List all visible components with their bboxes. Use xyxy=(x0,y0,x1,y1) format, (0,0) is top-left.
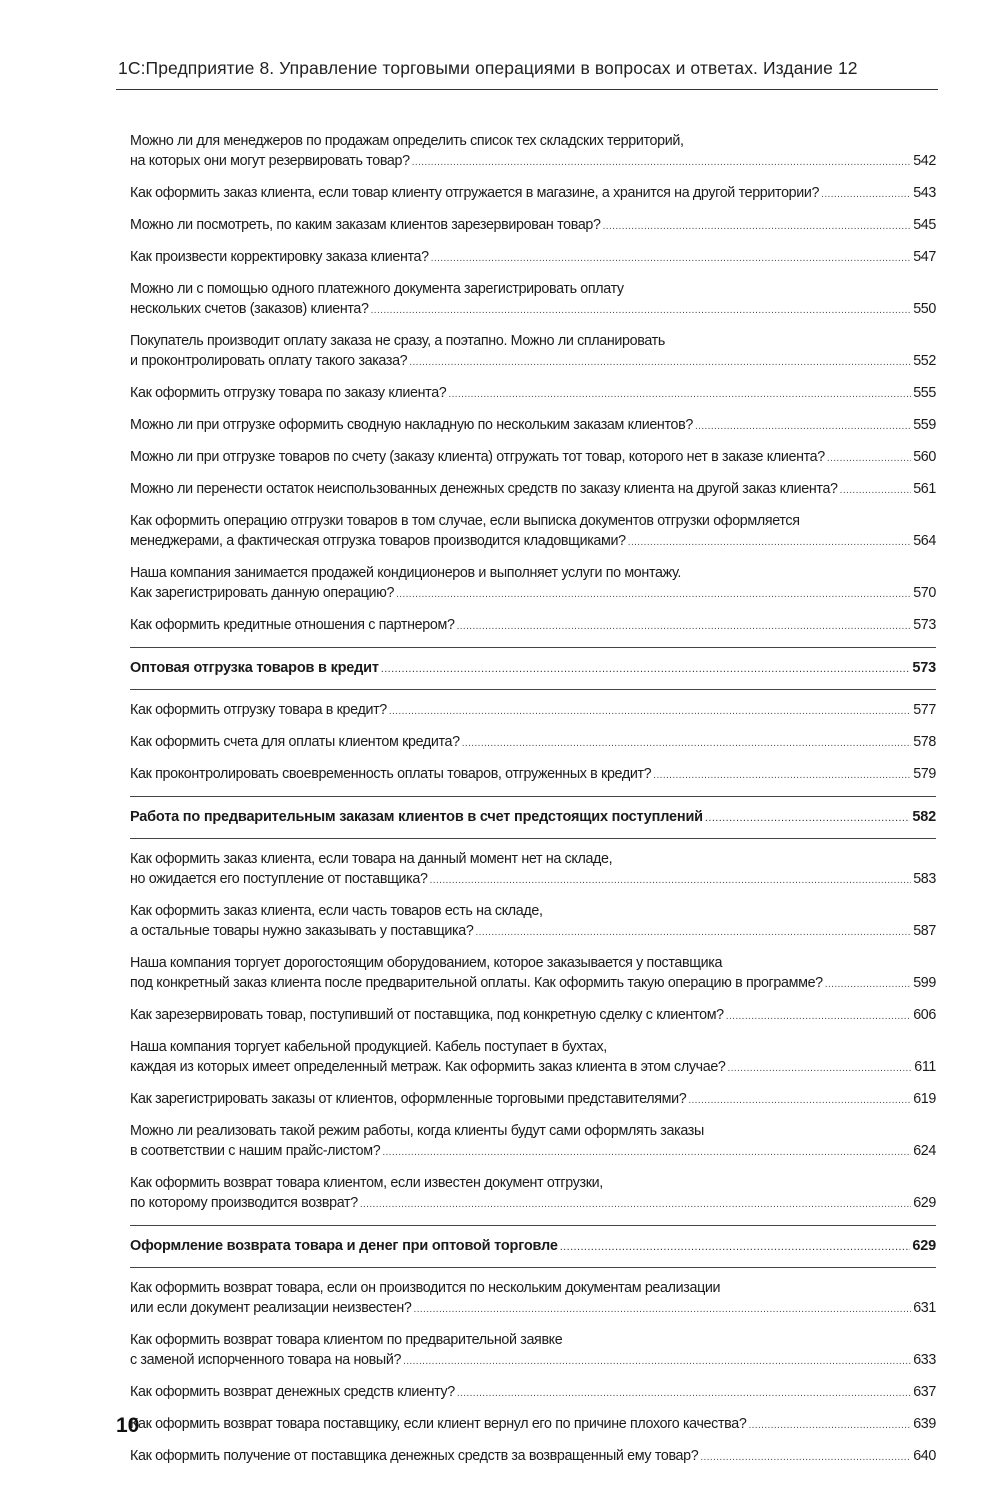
toc-page-number: 640 xyxy=(913,1448,936,1464)
dot-leader xyxy=(430,871,912,891)
toc-entry[interactable] xyxy=(130,447,936,469)
toc-entry[interactable] xyxy=(130,1414,936,1436)
toc-entry-row xyxy=(130,351,936,373)
toc-entry-row xyxy=(130,183,936,205)
toc-page-number: 599 xyxy=(913,975,936,991)
toc-page-number: 555 xyxy=(913,385,936,401)
toc-entry-text: под конкретный заказ клиента после предварительной оплаты. Как оформить такую операцию в программе? xyxy=(130,975,823,991)
toc-entry-row xyxy=(130,151,936,173)
toc-entry[interactable] xyxy=(130,1382,936,1404)
toc-page-number: 560 xyxy=(913,449,936,465)
toc-entry[interactable] xyxy=(130,1173,936,1215)
toc-section-heading[interactable] xyxy=(130,1236,936,1257)
dot-leader xyxy=(840,481,912,501)
toc-entry[interactable] xyxy=(130,615,936,637)
dot-leader xyxy=(827,449,911,469)
dot-leader xyxy=(688,1091,911,1111)
toc-page-number: 578 xyxy=(913,734,936,750)
toc-entry[interactable] xyxy=(130,247,936,269)
toc-entry-text: Как оформить возврат товара поставщику, если клиент вернул его по причине плохого качества? xyxy=(130,1416,747,1432)
toc-entry-text-line1: Наша компания занимается продажей кондиционеров и выполняет услуги по монтажу. xyxy=(130,565,681,581)
section-divider xyxy=(130,647,936,648)
toc-page-number: 637 xyxy=(913,1384,936,1400)
dot-leader xyxy=(409,353,911,373)
toc-page-number: 631 xyxy=(913,1300,936,1316)
toc-entry-row xyxy=(130,1350,936,1372)
dot-leader xyxy=(457,617,912,637)
toc-entry[interactable] xyxy=(130,279,936,321)
toc-entry-row xyxy=(130,583,936,605)
toc-entry[interactable] xyxy=(130,511,936,553)
dot-leader xyxy=(381,659,911,679)
dot-leader xyxy=(371,301,912,321)
toc-entry-text: Как зарегистрировать заказы от клиентов, оформленные торговыми представителями? xyxy=(130,1091,687,1107)
toc-entry[interactable] xyxy=(130,479,936,501)
toc-page-number: 547 xyxy=(913,249,936,265)
toc-page-number: 570 xyxy=(913,585,936,601)
toc-entry-row xyxy=(130,415,936,437)
toc-section-title: Оформление возврата товара и денег при оптовой торговле xyxy=(130,1238,558,1254)
toc-entry-text-line1: Наша компания торгует кабельной продукцией. Кабель поступает в бухтах, xyxy=(130,1039,607,1055)
dot-leader xyxy=(360,1195,911,1215)
toc-entry-text-line1: Как оформить возврат товара клиентом, если известен документ отгрузки, xyxy=(130,1175,603,1191)
toc-entry-row xyxy=(130,447,936,469)
toc-entry-row xyxy=(130,921,936,943)
toc-entry-row xyxy=(130,1414,936,1436)
dot-leader xyxy=(396,585,911,605)
header-rule xyxy=(116,89,938,90)
toc-entry-row xyxy=(130,615,936,637)
toc-entry-row xyxy=(130,1089,936,1111)
toc-entry[interactable] xyxy=(130,732,936,754)
toc-page-number: 573 xyxy=(913,617,936,633)
toc-entry-text-line1: Наша компания торгует дорогостоящим оборудованием, которое заказывается у поставщика xyxy=(130,955,723,971)
dot-leader xyxy=(825,975,911,995)
toc-entry-row xyxy=(130,299,936,321)
toc-entry-row xyxy=(130,973,936,995)
dot-leader xyxy=(700,1448,911,1468)
toc-entry-row xyxy=(130,1382,936,1404)
toc-page-number: 633 xyxy=(913,1352,936,1368)
toc-entry-row xyxy=(130,764,936,786)
toc-entry-row xyxy=(130,383,936,405)
toc-page-number: 559 xyxy=(913,417,936,433)
toc-page-number: 611 xyxy=(914,1059,936,1075)
dot-leader xyxy=(414,1300,912,1320)
toc-entry-text: и проконтролировать оплату такого заказа? xyxy=(130,353,408,369)
toc-entry-row xyxy=(130,1057,936,1079)
toc-entry-text-line1: Как оформить заказ клиента, если часть товаров есть на складе, xyxy=(130,903,543,919)
toc-entry-row xyxy=(130,1298,936,1320)
toc-entry-row xyxy=(130,807,936,828)
toc-entry-text: а остальные товары нужно заказывать у поставщика? xyxy=(130,923,474,939)
toc-entry-text: на которых они могут резервировать товар? xyxy=(130,153,410,169)
toc-entry-row xyxy=(130,247,936,269)
toc-entry[interactable] xyxy=(130,901,936,943)
toc-section-title: Работа по предварительным заказам клиентов в счет предстоящих поступлений xyxy=(130,809,703,825)
toc-page-number: 550 xyxy=(913,301,936,317)
toc-entry-text: Как оформить счета для оплаты клиентом кредита? xyxy=(130,734,460,750)
toc-entry-text: каждая из которых имеет определенный метраж. Как оформить заказ клиента в этом случае? xyxy=(130,1059,726,1075)
toc-entry-row xyxy=(130,700,936,722)
dot-leader xyxy=(821,185,911,205)
toc-entry[interactable] xyxy=(130,383,936,405)
toc-entry[interactable] xyxy=(130,764,936,786)
toc-entry-text: Как оформить отгрузку товара в кредит? xyxy=(130,702,387,718)
toc-page-number: 629 xyxy=(912,1238,936,1254)
toc-entry-text-line1: Можно ли с помощью одного платежного документа зарегистрировать оплату xyxy=(130,281,624,297)
section-divider xyxy=(130,796,936,797)
dot-leader xyxy=(603,217,912,237)
toc-entry[interactable] xyxy=(130,1330,936,1372)
toc-entry-text: по которому производится возврат? xyxy=(130,1195,358,1211)
toc-page-number: 587 xyxy=(913,923,936,939)
toc-page-number: 552 xyxy=(913,353,936,369)
dot-leader xyxy=(462,734,911,754)
toc-entry-row xyxy=(130,479,936,501)
toc-entry-row xyxy=(130,1141,936,1163)
dot-leader xyxy=(457,1384,911,1404)
dot-leader xyxy=(403,1352,911,1372)
toc-entry[interactable] xyxy=(130,415,936,437)
section-divider xyxy=(130,1267,936,1268)
toc-page-number: 545 xyxy=(913,217,936,233)
toc-entry-row xyxy=(130,1236,936,1257)
dot-leader xyxy=(431,249,911,269)
toc-entry-text: Можно ли при отгрузке товаров по счету (заказу клиента) отгружать тот товар, которого нет в заказе клиента? xyxy=(130,449,825,465)
toc-entry[interactable] xyxy=(130,331,936,373)
toc-page-number: 542 xyxy=(913,153,936,169)
toc-entry-row xyxy=(130,1193,936,1215)
toc-page-number: 579 xyxy=(913,766,936,782)
toc-entry-text-line1: Как оформить заказ клиента, если товара на данный момент нет на складе, xyxy=(130,851,613,867)
dot-leader xyxy=(448,385,911,405)
section-divider xyxy=(130,838,936,839)
running-header: 1С:Предприятие 8. Управление торговыми операциями в вопросах и ответах. Издание 12 xyxy=(118,58,858,78)
toc-entry-text: Как оформить кредитные отношения с партнером? xyxy=(130,617,455,633)
toc-page-number: 564 xyxy=(913,533,936,549)
toc-page-number: 629 xyxy=(913,1195,936,1211)
toc-entry[interactable] xyxy=(130,1121,936,1163)
toc-entry[interactable] xyxy=(130,131,936,173)
toc-entry-text: Как оформить отгрузку товара по заказу клиента? xyxy=(130,385,447,401)
dot-leader xyxy=(628,533,911,553)
toc-entry-text-line1: Как оформить операцию отгрузки товаров в том случае, если выписка документов отгрузки оформляется xyxy=(130,513,800,529)
toc-entry-text: с заменой испорченного товара на новый? xyxy=(130,1352,402,1368)
toc-entry-row xyxy=(130,531,936,553)
toc-entry-row xyxy=(130,1005,936,1027)
toc-entry-row xyxy=(130,658,936,679)
dot-leader xyxy=(705,808,911,828)
toc-entry-text: Как оформить возврат денежных средств клиенту? xyxy=(130,1384,455,1400)
toc-entry[interactable] xyxy=(130,1446,936,1468)
toc-page-number: 582 xyxy=(912,809,936,825)
dot-leader xyxy=(726,1007,911,1027)
toc-page-number: 606 xyxy=(913,1007,936,1023)
toc-page-number: 583 xyxy=(913,871,936,887)
toc-entry-text: Как произвести корректировку заказа клиента? xyxy=(130,249,429,265)
toc-entry-text: нескольких счетов (заказов) клиента? xyxy=(130,301,369,317)
toc-page-number: 543 xyxy=(913,185,936,201)
section-divider xyxy=(130,1225,936,1226)
toc-entry-text: Как проконтролировать своевременность оплаты товаров, отгруженных в кредит? xyxy=(130,766,652,782)
toc-entry[interactable] xyxy=(130,1278,936,1320)
toc-entry-row xyxy=(130,869,936,891)
toc-page-number: 624 xyxy=(913,1143,936,1159)
toc-entry[interactable] xyxy=(130,215,936,237)
dot-leader xyxy=(728,1059,913,1079)
toc-entry[interactable] xyxy=(130,563,936,605)
section-divider xyxy=(130,689,936,690)
toc-entry[interactable] xyxy=(130,1089,936,1111)
toc-page-number: 639 xyxy=(913,1416,936,1432)
toc-entry-text: Можно ли при отгрузке оформить сводную накладную по нескольким заказам клиентов? xyxy=(130,417,693,433)
table-of-contents xyxy=(130,131,936,1478)
toc-entry-text-line1: Как оформить возврат товара, если он производится по нескольким документам реализации xyxy=(130,1280,721,1296)
toc-entry[interactable] xyxy=(130,700,936,722)
dot-leader xyxy=(412,153,911,173)
dot-leader xyxy=(695,417,911,437)
toc-entry-text: Как оформить заказ клиента, если товар клиенту отгружается в магазине, а хранится на другой территории? xyxy=(130,185,820,201)
toc-entry[interactable] xyxy=(130,1037,936,1079)
toc-entry-row xyxy=(130,732,936,754)
toc-entry-text-line1: Можно ли реализовать такой режим работы, когда клиенты будут сами оформлять заказы xyxy=(130,1123,704,1139)
toc-entry-text-line1: Можно ли для менеджеров по продажам определить список тех складских территорий, xyxy=(130,133,684,149)
toc-page-number: 573 xyxy=(912,660,936,676)
toc-section-title: Оптовая отгрузка товаров в кредит xyxy=(130,660,379,676)
toc-entry[interactable] xyxy=(130,1005,936,1027)
toc-entry-row xyxy=(130,215,936,237)
dot-leader xyxy=(560,1237,911,1257)
toc-entry-text: Можно ли перенести остаток неиспользованных денежных средств по заказу клиента на другой заказ клиента? xyxy=(130,481,838,497)
toc-page-number: 561 xyxy=(913,481,936,497)
toc-entry-row xyxy=(130,1446,936,1468)
dot-leader xyxy=(389,702,911,722)
toc-section-heading[interactable] xyxy=(130,807,936,828)
dot-leader xyxy=(653,766,911,786)
toc-section-heading[interactable] xyxy=(130,658,936,679)
page-number: 10 xyxy=(116,1414,140,1437)
toc-entry-text-line1: Как оформить возврат товара клиентом по предварительной заявке xyxy=(130,1332,563,1348)
toc-entry-text-line1: Покупатель производит оплату заказа не сразу, а поэтапно. Можно ли спланировать xyxy=(130,333,665,349)
toc-entry[interactable] xyxy=(130,183,936,205)
toc-entry-text: или если документ реализации неизвестен? xyxy=(130,1300,412,1316)
toc-page-number: 619 xyxy=(913,1091,936,1107)
toc-entry-text: менеджерами, а фактическая отгрузка товаров производится кладовщиками? xyxy=(130,533,626,549)
toc-entry-text: Можно ли посмотреть, по каким заказам клиентов зарезервирован товар? xyxy=(130,217,601,233)
dot-leader xyxy=(475,923,911,943)
dot-leader xyxy=(748,1416,911,1436)
toc-entry-text: но ожидается его поступление от поставщика? xyxy=(130,871,428,887)
toc-entry-text: Как зарезервировать товар, поступивший от поставщика, под конкретную сделку с клиентом? xyxy=(130,1007,724,1023)
toc-page-number: 577 xyxy=(913,702,936,718)
dot-leader xyxy=(382,1143,911,1163)
toc-entry-text: Как зарегистрировать данную операцию? xyxy=(130,585,395,601)
toc-entry[interactable] xyxy=(130,849,936,891)
toc-entry[interactable] xyxy=(130,953,936,995)
toc-entry-text: в соответствии с нашим прайс-листом? xyxy=(130,1143,381,1159)
toc-entry-text: Как оформить получение от поставщика денежных средств за возвращенный ему товар? xyxy=(130,1448,699,1464)
